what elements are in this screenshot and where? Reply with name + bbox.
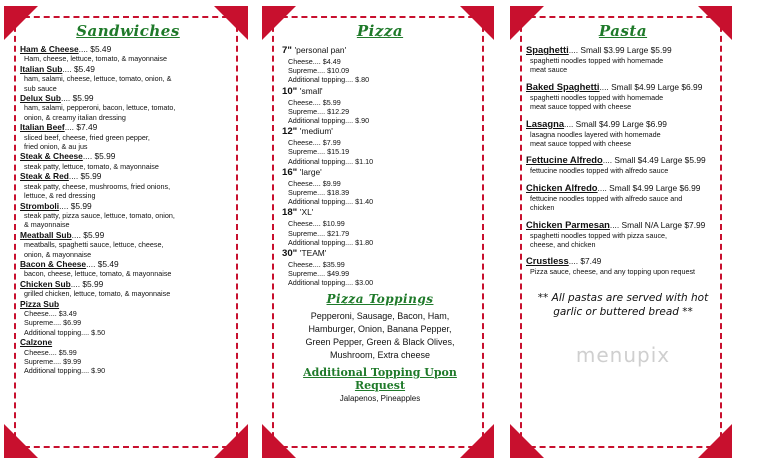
pizza-price-line: Supreme.... $15.19 — [288, 147, 350, 157]
pizza-price-line: Cheese.... $4.49 — [288, 57, 341, 66]
sandwich-description: & mayonnaise — [24, 220, 70, 230]
sandwich-list — [20, 44, 236, 376]
sandwich-price: .... $5.99 — [71, 229, 105, 240]
sandwich-description: steak patty, cheese, mushrooms, fried onions, — [24, 181, 171, 191]
sandwich-price: .... $5.99 — [68, 171, 102, 182]
sandwich-description: Supreme.... $6.99 — [24, 318, 82, 328]
pizza-price-line: Supreme.... $10.09 — [288, 66, 350, 76]
pasta-description: meat sauce — [530, 65, 568, 75]
sandwich-name: Steak & Cheese — [20, 151, 83, 162]
sandwich-name: Bacon & Cheese — [20, 258, 87, 269]
pizza-size-list — [278, 44, 482, 288]
pizza-size: 16" — [282, 166, 298, 178]
pizza-price-line: Supreme.... $18.39 — [288, 188, 350, 198]
sandwich-description: Cheese.... $5.99 — [24, 347, 77, 357]
sandwich-price: .... $5.99 — [82, 151, 116, 162]
pasta-description: fettucine noodles topped with alfredo sauce — [530, 166, 669, 176]
pasta-item-title — [526, 154, 720, 166]
pasta-name: Chicken Alfredo — [526, 181, 598, 193]
sandwiches-panel — [4, 6, 248, 458]
pasta-panel — [510, 6, 732, 458]
pizza-size: 30" — [282, 248, 298, 260]
pizza-size: 12" — [282, 126, 298, 138]
sandwich-name: Italian Beef — [20, 122, 65, 133]
sandwich-item-title — [20, 259, 236, 269]
pasta-item-title — [526, 182, 720, 194]
pasta-item-title — [526, 255, 720, 267]
topping-line: Hamburger, Onion, Banana Pepper, — [308, 323, 452, 334]
sandwich-name: Pizza Sub — [20, 298, 60, 309]
sandwich-description: ham, salami, cheese, lettuce, tomato, onion, & — [24, 74, 172, 84]
sandwich-price: .... $7.49 — [64, 122, 98, 133]
pasta-item — [526, 182, 720, 213]
menupix-watermark: menupix — [575, 342, 671, 367]
pasta-description: spaghetti noodles topped with homemade — [530, 56, 664, 65]
sandwich-description: onion, & mayonnaise — [24, 249, 92, 259]
pizza-price-line: Supreme.... $49.99 — [288, 269, 350, 279]
sandwich-description: meatballs, spaghetti sauce, lettuce, cheese, — [24, 240, 164, 250]
sandwich-item-title — [20, 201, 236, 211]
pasta-content — [526, 20, 720, 446]
pasta-prices: .... Small N/A Large $7.99 — [609, 219, 706, 230]
sandwich-description: sliced beef, cheese, fried green pepper, — [24, 132, 150, 142]
pizza-price-line: Additional topping.... $.90 — [288, 116, 370, 126]
pizza-heading: Pizza — [356, 22, 404, 40]
pasta-prices: .... Small $4.99 Large $6.99 — [597, 182, 701, 193]
sandwich-item-title — [20, 151, 236, 161]
pasta-name: Fettucine Alfredo — [526, 154, 603, 166]
pizza-price-line: Cheese.... $7.99 — [288, 138, 341, 148]
toppings-list — [278, 310, 482, 362]
pasta-description: meat sauce topped with cheese — [530, 102, 632, 112]
sandwich-price: .... $5.99 — [59, 200, 92, 211]
pasta-description: spaghetti noodles topped with pizza sauce, — [530, 230, 668, 240]
sandwich-item-title — [20, 122, 236, 132]
pasta-description: fettucine noodles topped with alfredo sauce and — [530, 193, 683, 203]
pasta-item — [526, 81, 720, 112]
sandwich-description: grilled chicken, lettuce, tomato, & mayonnaise — [24, 289, 171, 299]
sandwich-description: Supreme.... $9.99 — [24, 357, 82, 366]
sandwich-name: Chicken Sub — [20, 278, 71, 289]
pizza-size-label: 'personal pan' — [294, 45, 347, 55]
pizza-size-label: 'small' — [299, 85, 323, 96]
sandwich-name: Delux Sub — [20, 93, 61, 104]
pasta-prices: .... Small $4.99 Large $6.99 — [599, 81, 703, 92]
pasta-prices: .... $7.49 — [568, 256, 602, 267]
sandwich-name: Steak & Red — [20, 171, 69, 182]
pasta-name: Spaghetti — [526, 44, 569, 55]
topping-line: Mushroom, Extra cheese — [329, 349, 431, 360]
pasta-description: cheese, and chicken — [530, 240, 596, 250]
additional-topping-items: Jalapenos, Pineapples — [339, 393, 421, 403]
sandwich-item-title — [20, 64, 236, 74]
pasta-item — [526, 44, 720, 75]
pasta-name: Lasagna — [526, 117, 565, 129]
sandwich-name: Stromboli — [20, 200, 60, 211]
pasta-description: lasagna noodles layered with homemade — [530, 129, 661, 139]
pasta-item — [526, 255, 720, 276]
pasta-description: Pizza sauce, cheese, and any topping upon request — [530, 267, 696, 277]
sandwich-description: Cheese.... $3.49 — [24, 308, 77, 318]
pizza-size-heading — [278, 85, 482, 98]
pizza-content — [278, 20, 482, 446]
pasta-item-title — [526, 44, 720, 56]
pizza-size: 18" — [282, 207, 298, 219]
pizza-price-line: Cheese.... $5.99 — [288, 97, 341, 107]
pizza-price-line: Supreme.... $21.79 — [288, 228, 350, 238]
pasta-item-title — [526, 219, 720, 231]
pasta-prices: .... Small $4.99 Large $6.99 — [564, 118, 667, 129]
sandwiches-heading: Sandwiches — [76, 22, 180, 40]
sandwich-price: .... $5.49 — [86, 258, 119, 269]
sandwich-description: bacon, cheese, lettuce, tomato, & mayonnaise — [24, 269, 172, 279]
sandwich-price: .... $5.99 — [70, 278, 104, 289]
pasta-item — [526, 154, 720, 175]
sandwich-description: ham, salami, pepperoni, bacon, lettuce, tomato, — [24, 103, 176, 113]
pasta-item-title — [526, 81, 720, 93]
pizza-size-heading — [278, 125, 482, 138]
pizza-size: 7" — [282, 45, 292, 56]
sandwich-item-title — [20, 230, 236, 240]
toppings-heading: Pizza Toppings — [326, 291, 434, 306]
pizza-price-line: Additional topping.... $1.10 — [288, 156, 374, 166]
sandwich-description: steak patty, lettuce, tomato, & mayonnaise — [24, 161, 159, 171]
pizza-price-line: Cheese.... $10.99 — [288, 219, 345, 229]
pasta-item-title — [526, 118, 720, 130]
sandwich-description: steak patty, pizza sauce, lettuce, tomato, onion, — [24, 210, 175, 220]
pizza-size-heading — [278, 206, 482, 219]
sandwich-item-title — [20, 44, 236, 54]
topping-line: Pepperoni, Sausage, Bacon, Ham, — [310, 310, 450, 321]
pasta-list — [526, 44, 720, 277]
sandwich-name: Meatball Sub — [20, 229, 72, 240]
pasta-name: Baked Spaghetti — [526, 80, 600, 92]
sandwich-name: Calzone — [20, 337, 53, 348]
pizza-price-line: Cheese.... $35.99 — [288, 260, 345, 270]
pizza-size-heading — [278, 166, 482, 179]
pizza-price-line: Additional topping.... $.80 — [288, 75, 370, 85]
sandwich-description: Additional topping.... $.50 — [24, 327, 106, 337]
pizza-size: 10" — [282, 85, 298, 97]
sandwich-description: lettuce, & red dressing — [24, 191, 96, 201]
sandwich-description: Ham, cheese, lettuce, tomato, & mayonnaise — [24, 54, 168, 64]
pizza-price-line: Additional topping.... $1.80 — [288, 237, 374, 247]
sandwich-description: Additional topping.... $.90 — [24, 366, 106, 376]
sandwich-item-title — [20, 337, 236, 347]
pasta-heading: Pasta — [598, 22, 648, 40]
pasta-name: Chicken Parmesan — [526, 218, 610, 230]
pizza-size-heading — [278, 44, 482, 57]
pasta-description: meat sauce topped with cheese — [530, 139, 632, 149]
pizza-price-line: Supreme.... $12.29 — [288, 106, 350, 116]
pizza-price-line: Additional topping.... $3.00 — [288, 278, 374, 288]
pasta-prices: .... Small $4.49 Large $5.99 — [602, 155, 706, 166]
pizza-size-label: 'XL' — [299, 207, 314, 218]
sandwich-price: .... $5.99 — [60, 93, 94, 104]
sandwich-name: Ham & Cheese — [20, 44, 79, 54]
sandwich-price: .... $5.49 — [62, 63, 95, 74]
pizza-price-line: Cheese.... $9.99 — [288, 178, 341, 188]
pasta-note: ** All pastas are served with hot garlic or buttered bread ** — [537, 291, 709, 318]
pizza-size-heading — [278, 247, 482, 260]
pasta-description: spaghetti noodles topped with homemade — [530, 92, 664, 102]
pasta-item — [526, 219, 720, 250]
sandwich-item-title — [20, 171, 236, 181]
sandwich-description: fried onion, & au jus — [24, 142, 88, 152]
pizza-price-line: Additional topping.... $1.40 — [288, 197, 374, 207]
pasta-description: chicken — [530, 203, 555, 213]
sandwich-item-title — [20, 299, 236, 309]
topping-line: Green Pepper, Green & Black Olives, — [305, 336, 455, 347]
sandwich-item-title — [20, 93, 236, 103]
pizza-size-label: 'medium' — [299, 126, 333, 137]
sandwich-price: .... $5.49 — [78, 44, 112, 54]
pasta-item — [526, 118, 720, 149]
sandwiches-content — [20, 20, 236, 446]
pizza-panel — [262, 6, 494, 458]
sandwich-description: onion, & creamy italian dressing — [24, 112, 126, 122]
pizza-size-label: 'large' — [299, 166, 322, 177]
pasta-prices: .... Small $3.99 Large $5.99 — [568, 45, 672, 55]
additional-topping-heading: Additional Topping Upon Request — [303, 365, 457, 392]
pasta-name: Crustless — [526, 255, 569, 267]
sandwich-description: sub sauce — [24, 83, 57, 93]
pizza-size-label: 'TEAM' — [299, 248, 327, 259]
sandwich-item-title — [20, 279, 236, 289]
sandwich-name: Italian Sub — [20, 63, 63, 74]
